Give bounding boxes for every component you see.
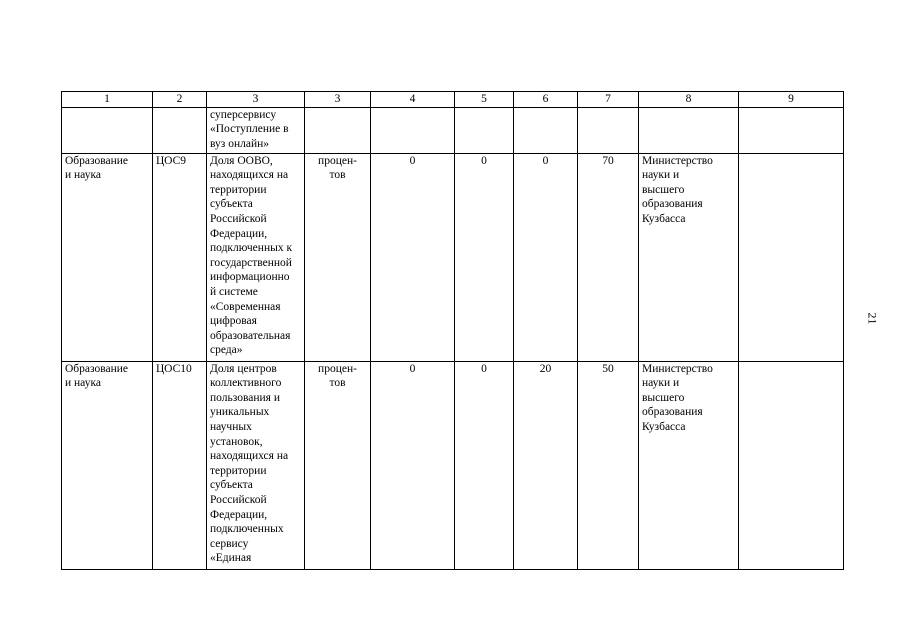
unit-line: процен- xyxy=(318,154,357,167)
sector-cell xyxy=(62,153,153,361)
indicator-line: вуз онлайн» xyxy=(210,137,270,150)
sector-line: Образование xyxy=(65,362,129,375)
indicator-line: подключенных xyxy=(210,523,284,536)
indicator-line: территории xyxy=(210,464,267,477)
indicator-line: подключенных к xyxy=(210,242,293,255)
indicator-line: Федерации, xyxy=(210,508,268,521)
sector-cell xyxy=(62,107,153,153)
indicator-cell xyxy=(207,107,305,153)
indicator-line: территории xyxy=(210,183,267,196)
indicator-line: государственной xyxy=(210,256,292,269)
code-cell: ЦОС9 xyxy=(153,153,207,361)
col-number-7: 7 xyxy=(578,92,639,108)
note-cell xyxy=(739,153,844,361)
col-number-3: 3 xyxy=(207,92,305,108)
value-6-cell: 20 xyxy=(514,361,578,569)
code-cell: ЦОС10 xyxy=(153,361,207,569)
indicator-line: Российской xyxy=(210,493,267,506)
indicator-line: уникальных xyxy=(210,406,270,419)
unit-cell xyxy=(305,107,371,153)
unit-cell xyxy=(305,361,371,569)
indicator-line: «Современная xyxy=(210,300,281,313)
code-cell xyxy=(153,107,207,153)
indicator-line: й системе xyxy=(210,285,258,298)
value-7-cell: 50 xyxy=(578,361,639,569)
col-number-2: 2 xyxy=(153,92,207,108)
indicator-line: Российской xyxy=(210,212,267,225)
unit-line: процен- xyxy=(318,362,357,375)
responsible-line: образования xyxy=(642,198,703,211)
sector-cell xyxy=(62,361,153,569)
value-5-cell: 0 xyxy=(455,361,514,569)
col-number-4: 4 xyxy=(371,92,455,108)
value-4-cell xyxy=(371,107,455,153)
indicator-line: суперсервису xyxy=(210,108,277,121)
sector-line: и наука xyxy=(65,377,101,390)
indicator-line: Доля центров xyxy=(210,362,277,375)
sector-line: Образование xyxy=(65,154,129,167)
table-row xyxy=(62,153,844,361)
value-7-cell xyxy=(578,107,639,153)
unit-cell xyxy=(305,153,371,361)
col-number-1: 1 xyxy=(62,92,153,108)
indicator-line: научных xyxy=(210,420,252,433)
indicator-line: Федерации, xyxy=(210,227,268,240)
col-number-8: 8 xyxy=(639,92,739,108)
col-number-9: 9 xyxy=(739,92,844,108)
responsible-line: науки и xyxy=(642,377,680,390)
responsible-line: высшего xyxy=(642,183,685,196)
value-5-cell xyxy=(455,107,514,153)
indicator-line: находящихся на xyxy=(210,450,289,463)
responsible-cell xyxy=(639,107,739,153)
value-7-cell: 70 xyxy=(578,153,639,361)
col-number-5: 5 xyxy=(455,92,514,108)
unit-line: тов xyxy=(329,377,346,390)
indicator-line: информационно xyxy=(210,271,290,284)
indicator-line: «Единая xyxy=(210,552,252,565)
value-6-cell: 0 xyxy=(514,153,578,361)
col-number-6: 6 xyxy=(514,92,578,108)
indicator-line: субъекта xyxy=(210,479,253,492)
page-number: 21 xyxy=(865,312,880,325)
indicator-line: цифровая xyxy=(210,315,257,328)
note-cell xyxy=(739,107,844,153)
indicator-line: коллективного xyxy=(210,377,282,390)
indicators-table xyxy=(61,91,844,570)
responsible-cell xyxy=(639,153,739,361)
responsible-line: высшего xyxy=(642,391,685,404)
responsible-cell xyxy=(639,361,739,569)
indicator-line: Доля ООВО, xyxy=(210,154,273,167)
indicator-cell xyxy=(207,153,305,361)
indicator-line: находящихся на xyxy=(210,169,289,182)
table-row xyxy=(62,361,844,569)
indicator-line: субъекта xyxy=(210,198,253,211)
value-5-cell: 0 xyxy=(455,153,514,361)
responsible-line: Министерство xyxy=(642,154,713,167)
indicator-line: сервису xyxy=(210,537,249,550)
indicator-line: «Поступление в xyxy=(210,123,289,136)
table-row xyxy=(62,107,844,153)
responsible-line: науки и xyxy=(642,169,680,182)
indicator-line: пользования и xyxy=(210,391,280,404)
value-6-cell xyxy=(514,107,578,153)
responsible-line: Кузбасса xyxy=(642,420,686,433)
value-4-cell: 0 xyxy=(371,361,455,569)
responsible-line: Министерство xyxy=(642,362,713,375)
unit-line: тов xyxy=(329,169,346,182)
indicator-line: образовательная xyxy=(210,329,291,342)
note-cell xyxy=(739,361,844,569)
indicator-cell xyxy=(207,361,305,569)
indicator-line: установок, xyxy=(210,435,263,448)
responsible-line: образования xyxy=(642,406,703,419)
col-number-3b: 3 xyxy=(305,92,371,108)
indicator-line: среда» xyxy=(210,344,243,357)
sector-line: и наука xyxy=(65,169,101,182)
column-number-row xyxy=(62,92,844,108)
responsible-line: Кузбасса xyxy=(642,212,686,225)
value-4-cell: 0 xyxy=(371,153,455,361)
